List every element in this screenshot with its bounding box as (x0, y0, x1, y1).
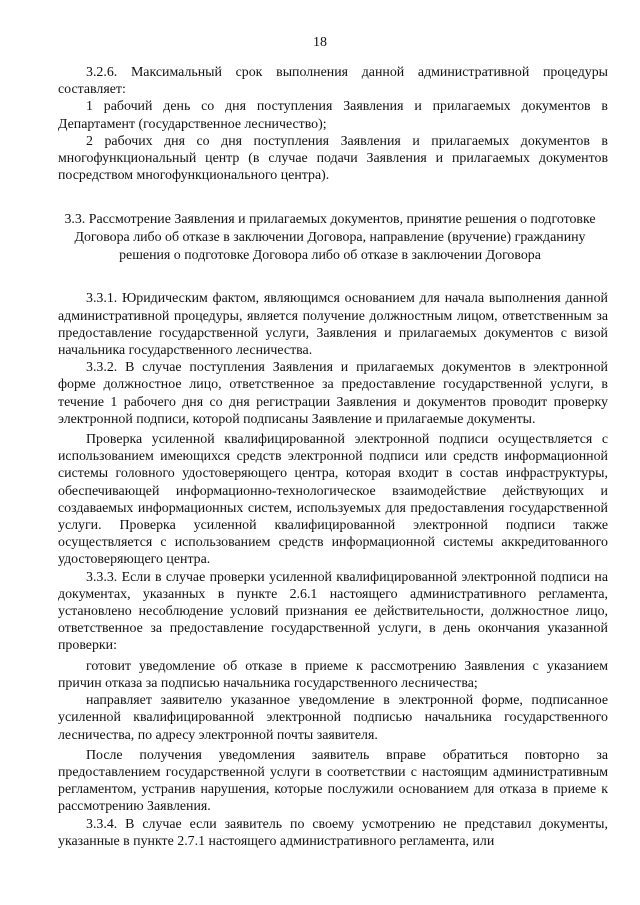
paragraph-send-notice: направляет заявителю указанное уведомление в электронной форме, подписанное усиленной квалифицированной электронной подписью начальника государственного лесничества, по адресу электронной почты заявителя. (58, 693, 608, 743)
paragraph-3-3-1: 3.3.1. Юридическим фактом, являющимся основанием для начала выполнения данной административной процедуры, является получение должностным лицом, ответственным за предоставление государственной услуги, Заявления и прилагаемых документов с визой начальника государственного лесничества. (58, 291, 608, 359)
paragraph-prepare-notice: готовит уведомление об отказе в приеме к рассмотрению Заявления с указанием причин отказа за подписью начальника государственного лесничества; (58, 658, 608, 691)
paragraph-3-3-3: 3.3.3. Если в случае проверки усиленной квалифицированной электронной подписи на документах, указанных в пункте 2.6.1 настоящего административного регламента, установлено несоблюдение условий признания ее действительности, должностное лицо, ответственное за предоставление государственной услуги, в день окончания указанной проверки: (58, 569, 608, 654)
section-heading-3-3: 3.3. Рассмотрение Заявления и прилагаемых документов, принятие решения о подготовке Договора либо об отказе в заключении Договора, направление (вручение) гражданину решения о подготовке Договора либо об отказе в заключении Договора (64, 212, 596, 264)
paragraph-3-2-6: 3.2.6. Максимальный срок выполнения данной административной процедуры составляет: (58, 65, 608, 98)
document-body (58, 64, 608, 850)
paragraph-3-3-2: 3.3.2. В случае поступления Заявления и прилагаемых документов в электронной форме должностное лицо, ответственное за предоставление государственной услуги, в течение 1 рабочего дня со дня регистрации Заявления и документов проводит проверку электронной подписи, которой подписаны Заявление и прилагаемые документы. (58, 360, 608, 427)
paragraph-one-working-day: 1 рабочий день со дня поступления Заявления и прилагаемых документов в Департамент (государственное лесничество); (58, 99, 608, 132)
paragraph-two-working-days: 2 рабочих дня со дня поступления Заявления и прилагаемых документов в многофункциональный центр (в случае подачи Заявления и прилагаемых документов посредством многофункционального центра). (58, 133, 608, 184)
paragraph-signature-verification: Проверка усиленной квалифицированной электронной подписи осуществляется с использованием имеющихся средств электронной подписи или средств информационной системы головного удостоверяющего центра, которая входит в состав инфраструктуры, обеспечивающей информационно-технологическое взаимодействие действующих и создаваемых информационных систем, используемых для предоставления государственной услуги. Проверка усиленной квалифицированной электронной подписи также осуществляется с использованием средств информационной системы аккредитованного удостоверяющего центра. (58, 432, 608, 568)
paragraph-repeat-application: После получения уведомления заявитель вправе обратиться повторно за предоставлением государственной услуги в соответствии с настоящим административным регламентом, устранив нарушения, которые послужили основанием для отказа в приеме к рассмотрению Заявления. (58, 747, 608, 815)
paragraph-3-3-4: 3.3.4. В случае если заявитель по своему усмотрению не представил документы, указанные в пункте 2.7.1 настоящего административного регламента, или (58, 816, 608, 849)
page-number: 18 (313, 35, 327, 50)
